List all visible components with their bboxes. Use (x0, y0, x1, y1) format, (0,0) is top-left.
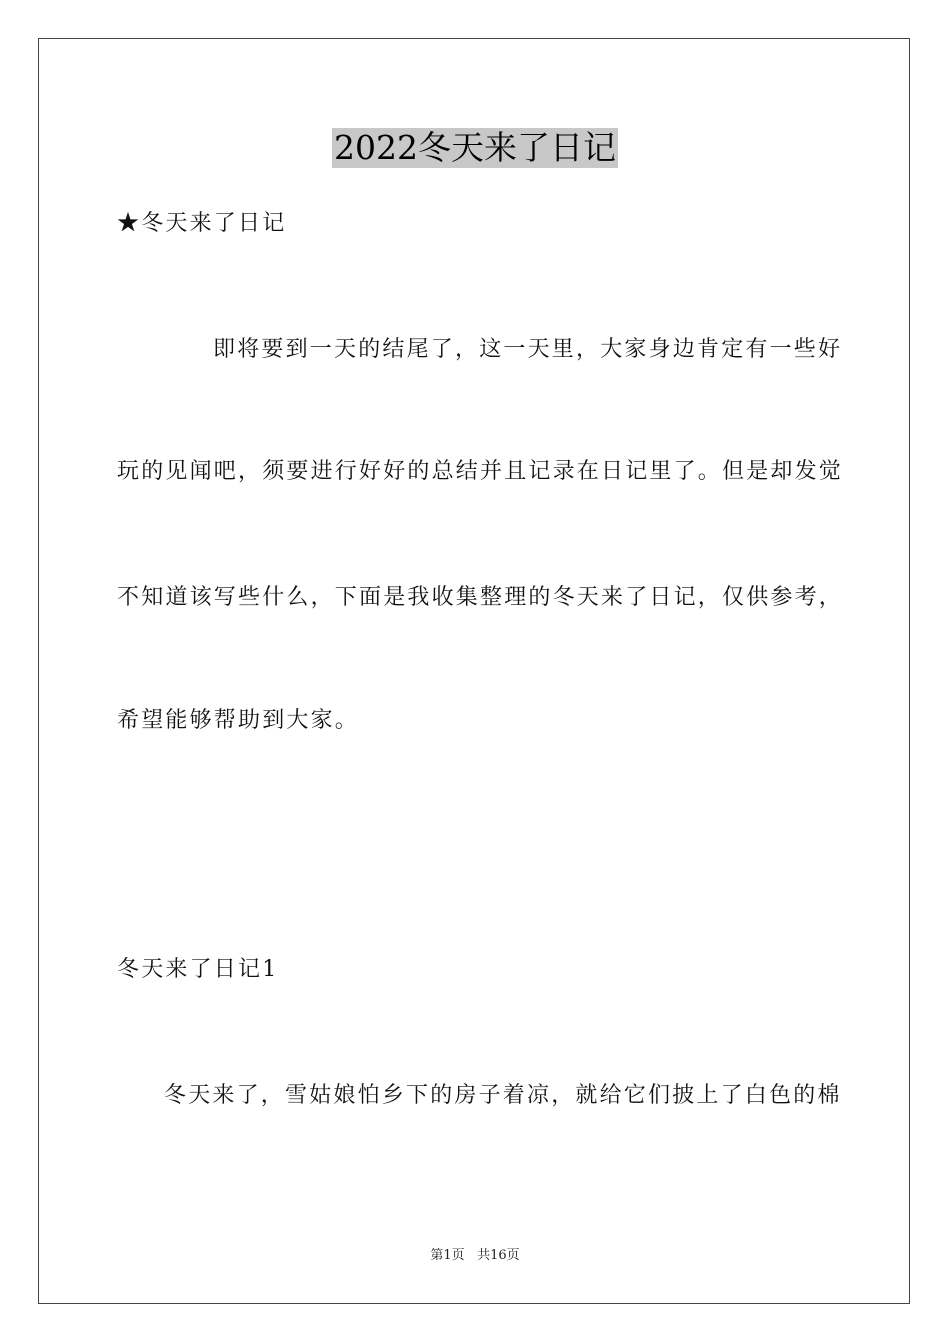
paragraph-line: 希望能够帮助到大家。 (117, 708, 360, 733)
section-title: 冬天来了日记1 (117, 957, 279, 982)
total-pages: 共16页 (477, 1248, 520, 1263)
paragraph-line: 冬天来了，雪姑娘怕乡下的房子着凉，就给它们披上了白色的棉 (164, 1083, 842, 1108)
heading-star-line: ★冬天来了日记 (117, 211, 287, 236)
title-container (0, 128, 950, 168)
paragraph-line: 不知道该写些什么，下面是我收集整理的冬天来了日记，仅供参考， (117, 585, 844, 610)
paragraph-line: 玩的见闻吧，须要进行好好的总结并且记录在日记里了。但是却发觉 (117, 459, 844, 484)
page-footer (0, 1247, 950, 1265)
paragraph-line: 即将要到一天的结尾了，这一天里，大家身边肯定有一些好 (213, 337, 843, 362)
document-title: 2022冬天来了日记 (334, 128, 616, 167)
page-number: 第1页 (430, 1248, 465, 1263)
